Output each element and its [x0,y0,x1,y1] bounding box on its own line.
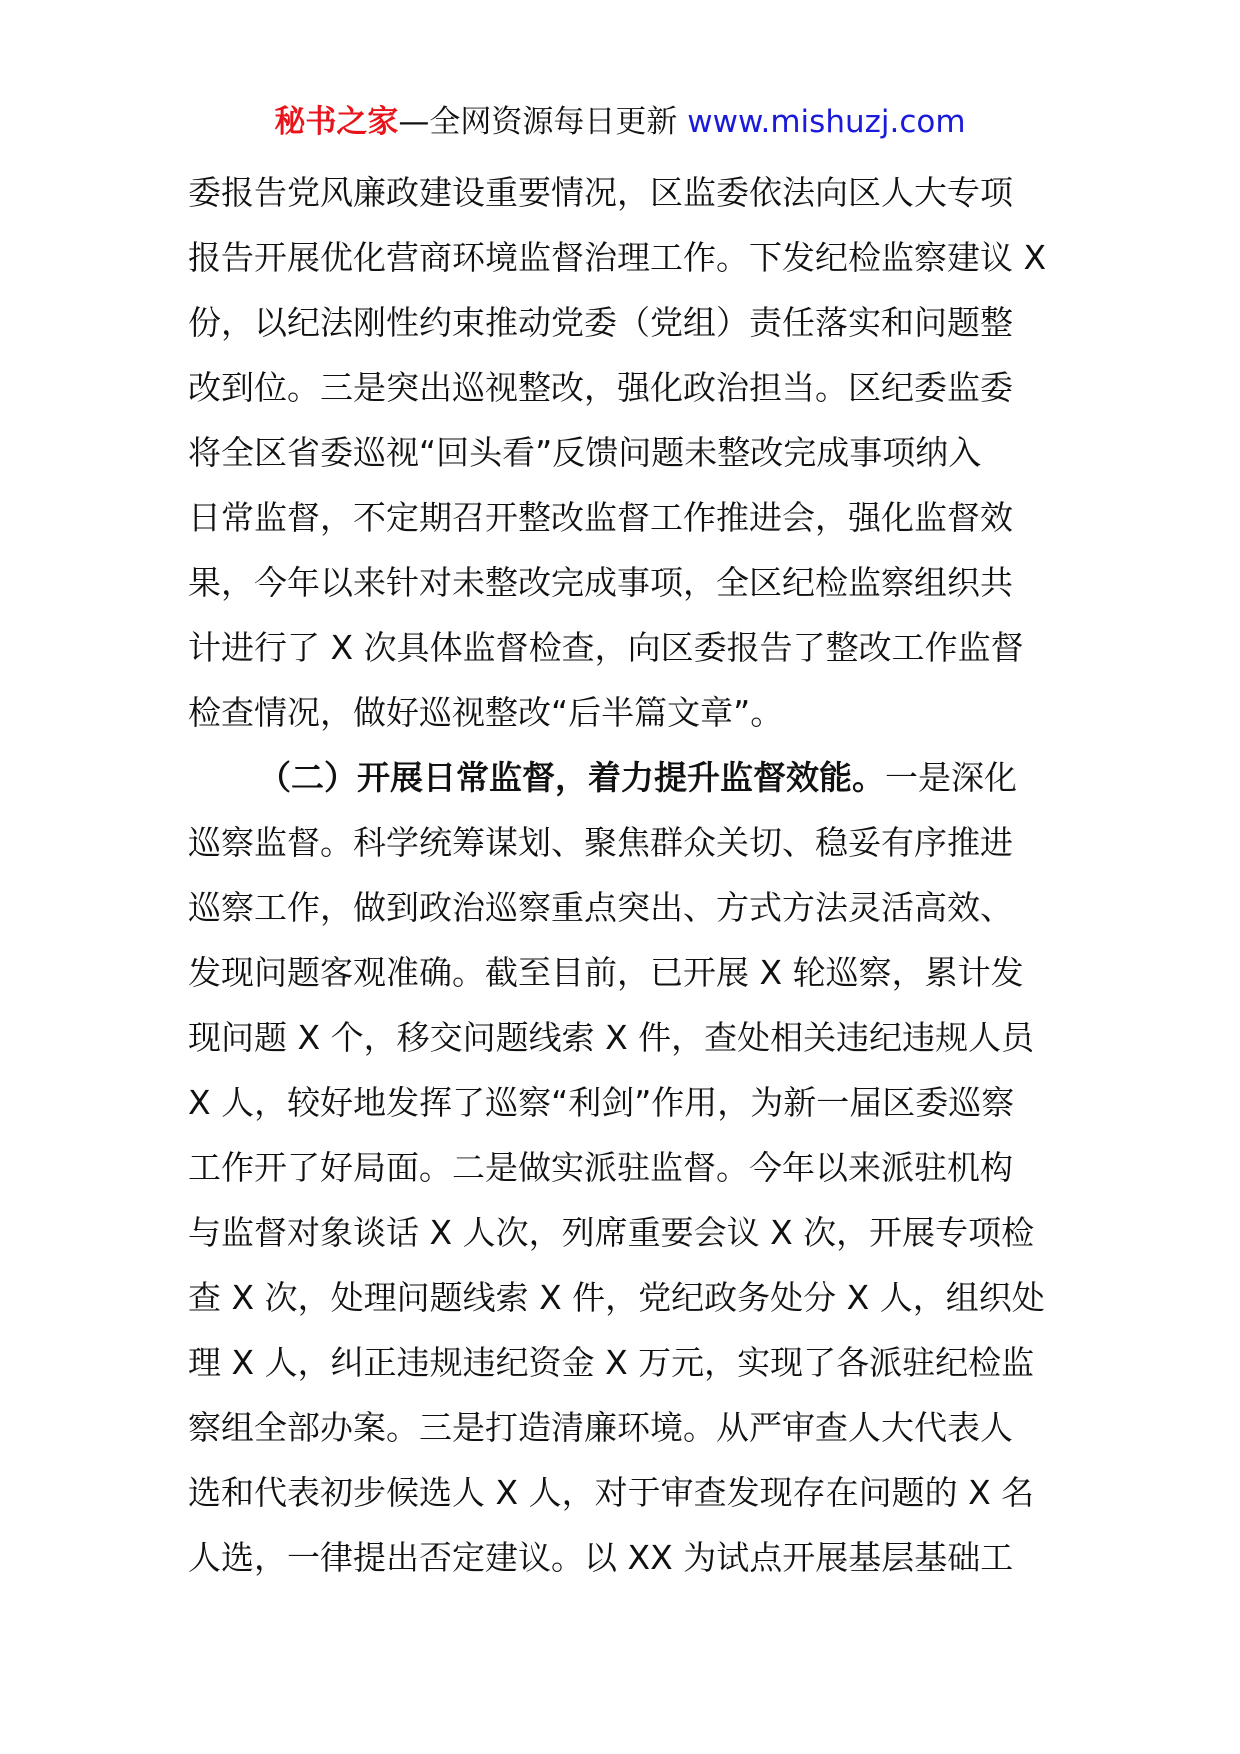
header-tagline: —全网资源每日更新 [398,104,688,140]
site-url-link[interactable]: www.mishuzj.com [687,104,966,140]
text-line: 查 X 次，处理问题线索 X 件，党纪政务处分 X 人，组织处 [188,1278,1045,1317]
text-line: 果，今年以来针对未整改完成事项，全区纪检监察组织共 [188,563,1013,602]
text-run: 一是深化 [885,758,1017,797]
text-line: 检查情况，做好巡视整改“后半篇文章”。 [188,693,784,732]
text-line: 察组全部办案。三是打造清廉环境。从严审查人大代表人 [188,1408,1013,1447]
text-line: 巡察监督。科学统筹谋划、聚焦群众关切、稳妥有序推进 [188,823,1013,862]
section-heading: （二）开展日常监督，着力提升监督效能。 [258,758,885,797]
text-line: 理 X 人，纠正违规违纪资金 X 万元，实现了各派驻纪检监 [188,1343,1035,1382]
text-line: 报告开展优化营商环境监督治理工作。下发纪检监察建议 X [188,238,1047,277]
text-line: 现问题 X 个，移交问题线索 X 件，查处相关违纪违规人员 [188,1018,1035,1057]
text-line: 改到位。三是突出巡视整改，强化政治担当。区纪委监委 [188,368,1013,407]
text-line: 人选，一律提出否定建议。以 XX 为试点开展基层基础工 [188,1538,1014,1577]
brand-name: 秘书之家 [274,104,399,140]
text-line: 巡察工作，做到政治巡察重点突出、方式方法灵活高效、 [188,888,1013,927]
text-line: 工作开了好局面。二是做实派驻监督。今年以来派驻机构 [188,1148,1013,1187]
page-header-banner [0,100,1240,144]
text-line: 与监督对象谈话 X 人次，列席重要会议 X 次，开展专项检 [188,1213,1035,1252]
text-line: X 人，较好地发挥了巡察“利剑”作用，为新一届区委巡察 [188,1083,1015,1122]
text-line: 计进行了 X 次具体监督检查，向区委报告了整改工作监督 [188,628,1024,667]
paragraph-continuation [188,160,1058,745]
text-line: 份，以纪法刚性约束推动党委（党组）责任落实和问题整 [188,303,1013,342]
paragraph-daily-supervision [188,745,1058,1590]
text-line: 委报告党风廉政建设重要情况，区监委依法向区人大专项 [188,173,1013,212]
text-line: 将全区省委巡视“回头看”反馈问题未整改完成事项纳入 [188,433,982,472]
paragraph-first-line [188,745,1058,810]
text-line: 日常监督，不定期召开整改监督工作推进会，强化监督效 [188,498,1013,537]
text-line: 发现问题客观准确。截至目前，已开展 X 轮巡察，累计发 [188,953,1024,992]
text-line: 选和代表初步候选人 X 人，对于审查发现存在问题的 X 名 [188,1473,1035,1512]
document-body [188,160,1058,1590]
